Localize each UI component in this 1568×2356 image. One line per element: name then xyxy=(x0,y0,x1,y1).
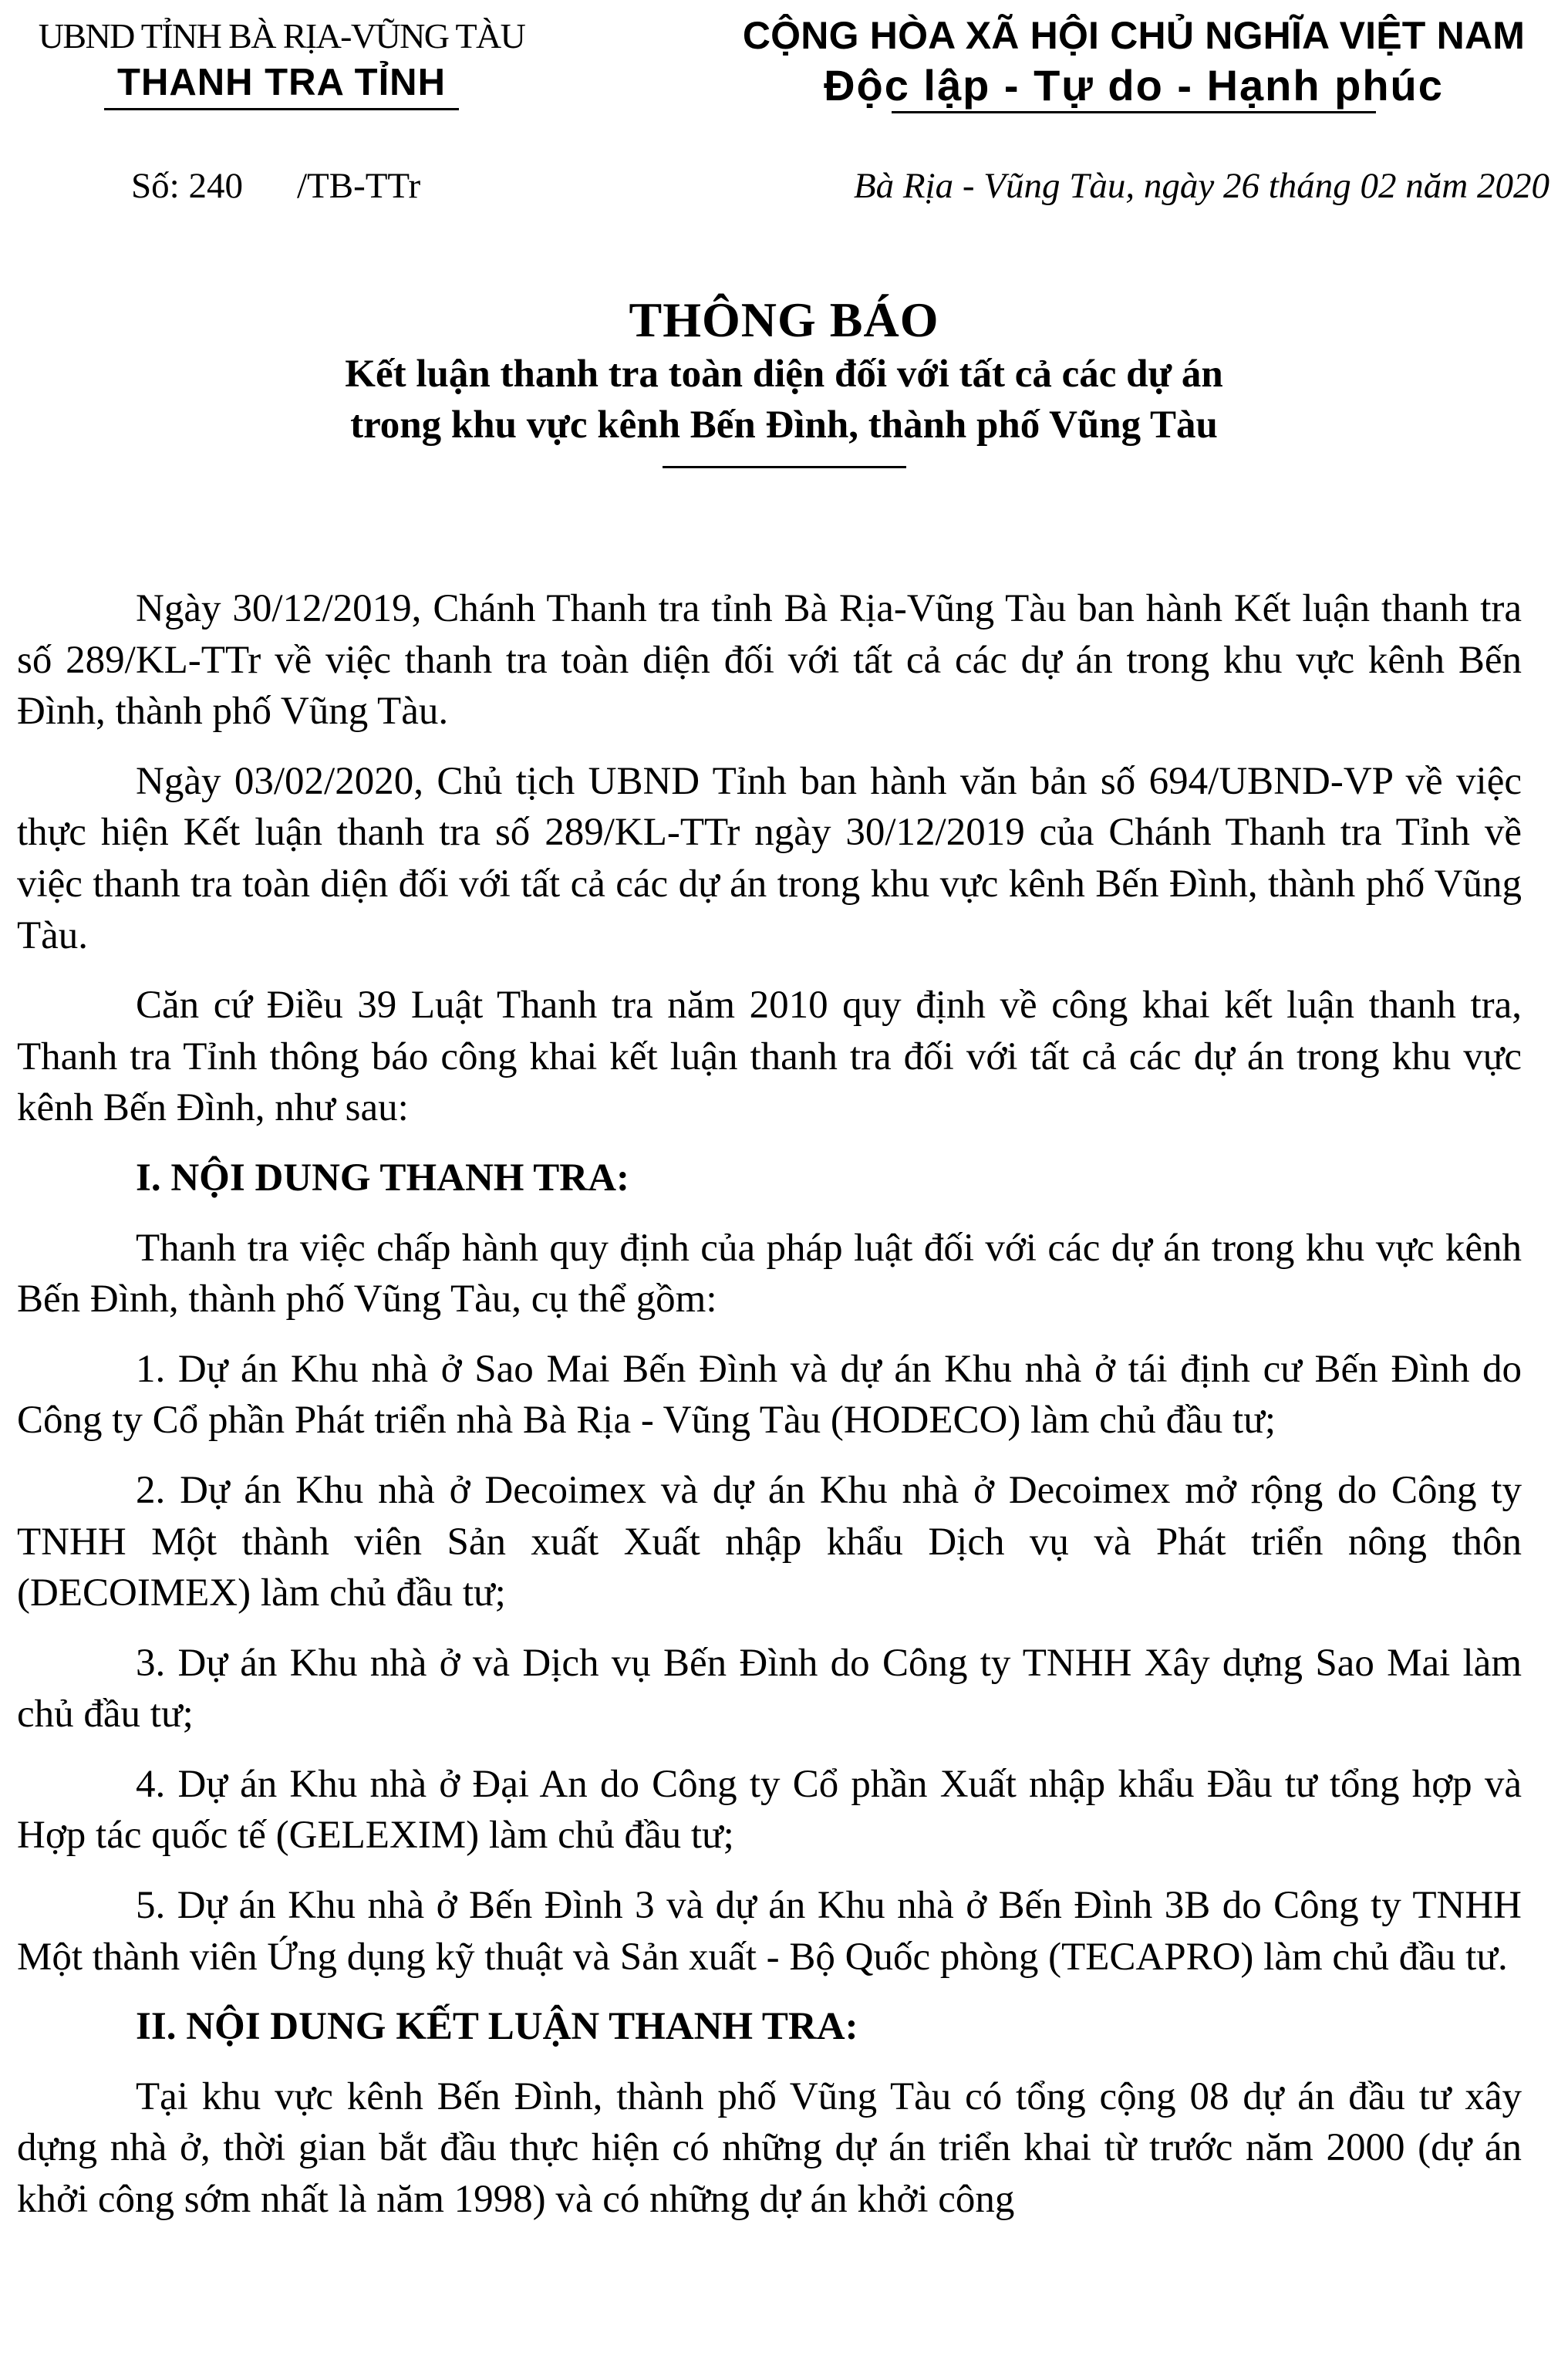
document-number xyxy=(131,164,420,208)
list-item-5: 5. Dự án Khu nhà ở Bến Đình 3 và dự án Khu nhà ở Bến Đình 3B do Công ty TNHH Một thành viên Ứng dụng kỹ thuật và Sản xuất - Bộ Quốc phòng (TECAPRO) làm chủ đầu tư. xyxy=(17,1884,1522,1979)
paragraph-3: Căn cứ Điều 39 Luật Thanh tra năm 2010 quy định về công khai kết luận thanh tra, Thanh tra Tỉnh thông báo công khai kết luận thanh tra đối với tất cả các dự án trong khu vực kênh Bến Đình, như sau: xyxy=(17,984,1522,1130)
list-item-4: 4. Dự án Khu nhà ở Đại An do Công ty Cổ phần Xuất nhập khẩu Đầu tư tổng hợp và Hợp tác quốc tế (GELEXIM) làm chủ đầu tư; xyxy=(17,1762,1522,1858)
document-body xyxy=(17,583,1522,2244)
section-1-intro: Thanh tra việc chấp hành quy định của pháp luật đối với các dự án trong khu vực kênh Bến Đình, thành phố Vũng Tàu, cụ thể gồm: xyxy=(17,1226,1522,1321)
place-and-date: Bà Rịa - Vũng Tàu, ngày 26 tháng 02 năm 2020 xyxy=(853,166,1549,206)
national-motto: Độc lập - Tự do - Hạnh phúc xyxy=(824,61,1444,110)
document-subtitle-line-2: trong khu vực kênh Bến Đình, thành phố Vũng Tàu xyxy=(350,403,1218,447)
section-2-paragraph: Tại khu vực kênh Bến Đình, thành phố Vũng Tàu có tổng cộng 08 dự án đầu tư xây dựng nhà ở, thời gian bắt đầu thực hiện có những dự án triển khai từ trước năm 2000 (dự án khởi công sớm nhất là năm 1998) và có những dự án khởi công xyxy=(17,2074,1522,2222)
issuing-agency-block xyxy=(15,14,548,110)
document-subtitle-line-1: Kết luận thanh tra toàn diện đối với tất cả các dự án xyxy=(345,353,1223,396)
national-header-block xyxy=(717,11,1550,113)
title-block xyxy=(0,292,1568,468)
list-item-1: 1. Dự án Khu nhà ở Sao Mai Bến Đình và dự án Khu nhà ở tái định cư Bến Đình do Công ty Cổ phần Phát triển nhà Bà Rịa - Vũng Tàu (HODECO) làm chủ đầu tư; xyxy=(17,1347,1522,1443)
list-item-2: 2. Dự án Khu nhà ở Decoimex và dự án Khu nhà ở Decoimex mở rộng do Công ty TNHH Một thành viên Sản xuất Xuất nhập khẩu Dịch vụ và Phát triển nông thôn (DECOIMEX) làm chủ đầu tư; xyxy=(17,1468,1522,1615)
title-underline xyxy=(663,466,906,468)
office-name: THANH TRA TỈNH xyxy=(117,62,446,103)
republic-name: CỘNG HÒA XÃ HỘI CHỦ NGHĨA VIỆT NAM xyxy=(742,14,1526,57)
document-number-suffix: /TB-TTr xyxy=(296,166,421,206)
paragraph-1: Ngày 30/12/2019, Chánh Thanh tra tỉnh Bà Rịa-Vũng Tàu ban hành Kết luận thanh tra số 289/KL-TTr về việc thanh tra toàn diện đối với tất cả các dự án trong khu vực kênh Bến Đình, thành phố Vũng Tàu. xyxy=(17,587,1522,734)
agency-underline xyxy=(104,108,459,110)
section-2-heading: II. NỘI DUNG KẾT LUẬN THANH TRA: xyxy=(136,2005,858,2049)
document-number-prefix: Số: 240 xyxy=(131,166,243,206)
document-title: THÔNG BÁO xyxy=(629,292,939,347)
list-item-3: 3. Dự án Khu nhà ở và Dịch vụ Bến Đình do Công ty TNHH Xây dựng Sao Mai làm chủ đầu tư; xyxy=(17,1641,1522,1737)
motto-underline xyxy=(892,111,1376,113)
section-1-heading: I. NỘI DUNG THANH TRA: xyxy=(136,1156,629,1200)
agency-name: UBND TỈNH BÀ RỊA-VŨNG TÀU xyxy=(38,16,525,56)
paragraph-2: Ngày 03/02/2020, Chủ tịch UBND Tỉnh ban hành văn bản số 694/UBND-VP về việc thực hiện Kết luận thanh tra số 289/KL-TTr ngày 30/12/2019 của Chánh Thanh tra Tỉnh về việc thanh tra toàn diện đối với tất cả các dự án trong khu vực kênh Bến Đình, thành phố Vũng Tàu. xyxy=(17,759,1522,957)
